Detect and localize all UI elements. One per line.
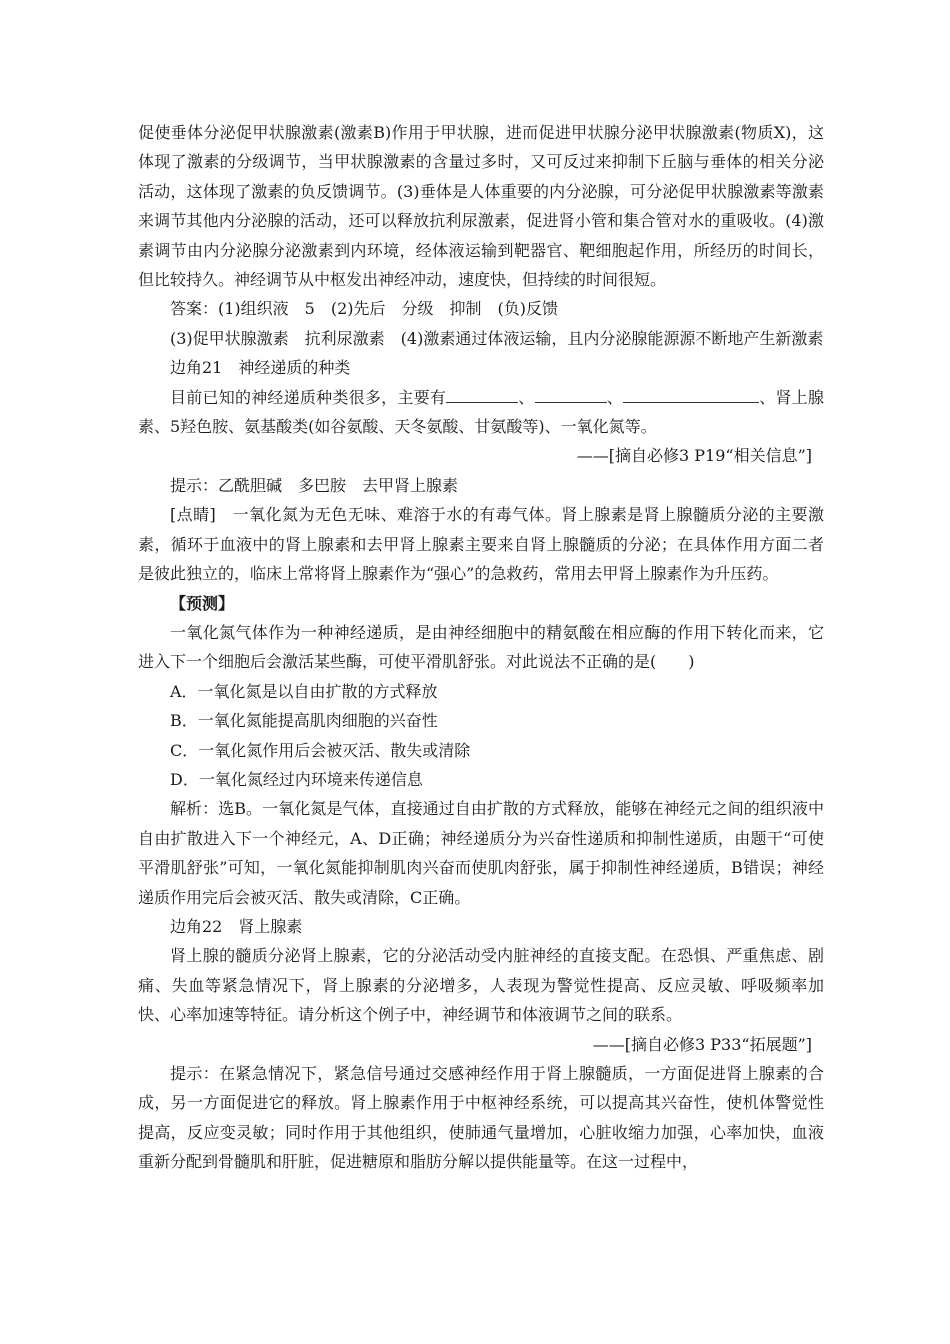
- question-21-start: 目前已知的神经递质种类很多，主要有: [170, 387, 447, 407]
- prediction-question: 一氧化氮气体作为一种神经递质，是由神经细胞中的精氨酸在相应酶的作用下转化而来，它进入下一个细胞后会激活某些酶，可使平滑肌舒张。对此说法不正确的是( ): [138, 622, 824, 672]
- fill-blank-2[interactable]: [535, 384, 607, 403]
- question-21: [138, 383, 824, 442]
- analysis: 解析：选B。一氧化氮是气体，直接通过自由扩散的方式释放，能够在神经元之间的组织液中自由扩散进入下一个神经元，A、D正确；神经递质分为兴奋性递质和抑制性递质，由题干“可使平滑肌舒张”可知，一氧化氮能抑制肌肉兴奋而使肌肉舒张，属于抑制性神经递质，B错误；神经递质作用完后会被灭活、散失或清除，C正确。: [138, 799, 824, 907]
- note-21: [点睛] 一氧化氮为无色无味、难溶于水的有毒气体。肾上腺素是肾上腺髓质分泌的主要激素，循环于血液中的肾上腺素和去甲肾上腺素主要来自肾上腺髓质的分泌；在具体作用方面二者是彼此独立的，临床上常将肾上腺素作为“强心”的急救药，常用去甲肾上腺素作为升压药。: [138, 505, 824, 584]
- option-b: B．一氧化氮能提高肌肉细胞的兴奋性: [170, 711, 438, 731]
- question-21-end: 、肾上腺素、5羟色胺、氨基酸类(如谷氨酸、天冬氨酸、甘氨酸等)、一氧化氮等。: [138, 387, 824, 437]
- fill-blank-3[interactable]: [623, 384, 759, 403]
- question-22: 肾上腺的髓质分泌肾上腺素，它的分泌活动受内脏神经的直接支配。在恐惧、严重焦虑、剧痛、失血等紧急情况下，肾上腺素的分泌增多，人表现为警觉性提高、反应灵敏、呼吸频率加快、心率加速等特征。请分析这个例子中，神经调节和体液调节之间的联系。: [138, 946, 824, 1025]
- option-d: D．一氧化氮经过内环境来传递信息: [170, 769, 423, 789]
- answer-line-1: 答案：(1)组织液 5 (2)先后 分级 抑制 (负)反馈: [170, 299, 558, 319]
- option-a: A．一氧化氮是以自由扩散的方式释放: [170, 681, 438, 701]
- blank-separator-1: 、: [518, 387, 535, 407]
- source-citation-21: ——[摘自必修3 P19“相关信息”]: [576, 446, 812, 466]
- predict-heading: 【预测】: [170, 593, 235, 613]
- source-citation-22: ——[摘自必修3 P33“拓展题”]: [592, 1034, 812, 1054]
- option-c: C．一氧化氮作用后会被灭活、散失或清除: [170, 740, 471, 760]
- document-page: [138, 118, 824, 1177]
- hint-21: 提示：乙酰胆碱 多巴胺 去甲肾上腺素: [170, 475, 459, 495]
- blank-separator-2: 、: [606, 387, 624, 407]
- answer-line-2: (3)促甲状腺激素 抗利尿激素 (4)激素通过体液运输，且内分泌腺能源源不断地产生新激素: [170, 328, 824, 348]
- section-heading-21: 边角21 神经递质的种类: [170, 358, 351, 378]
- fill-blank-1[interactable]: [446, 384, 518, 403]
- section-heading-22: 边角22 肾上腺素: [170, 916, 303, 936]
- hint-22: 提示：在紧急情况下，紧急信号通过交感神经作用于肾上腺髓质，一方面促进肾上腺素的合成，另一方面促进它的释放。肾上腺素作用于中枢神经系统，可以提高其兴奋性，使机体警觉性提高，反应变灵敏；同时作用于其他组织，使肺通气量增加，心脏收缩力加强，心率加快，血液重新分配到骨髓肌和肝脏，促进糖原和脂肪分解以提供能量等。在这一过程中，: [138, 1064, 824, 1172]
- paragraph-continuation: 促使垂体分泌促甲状腺激素(激素B)作用于甲状腺，进而促进甲状腺分泌甲状腺激素(物质X)，这体现了激素的分级调节，当甲状腺激素的含量过多时，又可反过来抑制下丘脑与垂体的相关分泌活动，这体现了激素的负反馈调节。(3)垂体是人体重要的内分泌腺，可分泌促甲状腺激素等激素来调节其他内分泌腺的活动，还可以释放抗利尿激素，促进肾小管和集合管对水的重吸收。(4)激素调节由内分泌腺分泌激素到内环境，经体液运输到靶器官、靶细胞起作用，所经历的时间长，但比较持久。神经调节从中枢发出神经冲动，速度快，但持续的时间很短。: [138, 123, 824, 290]
